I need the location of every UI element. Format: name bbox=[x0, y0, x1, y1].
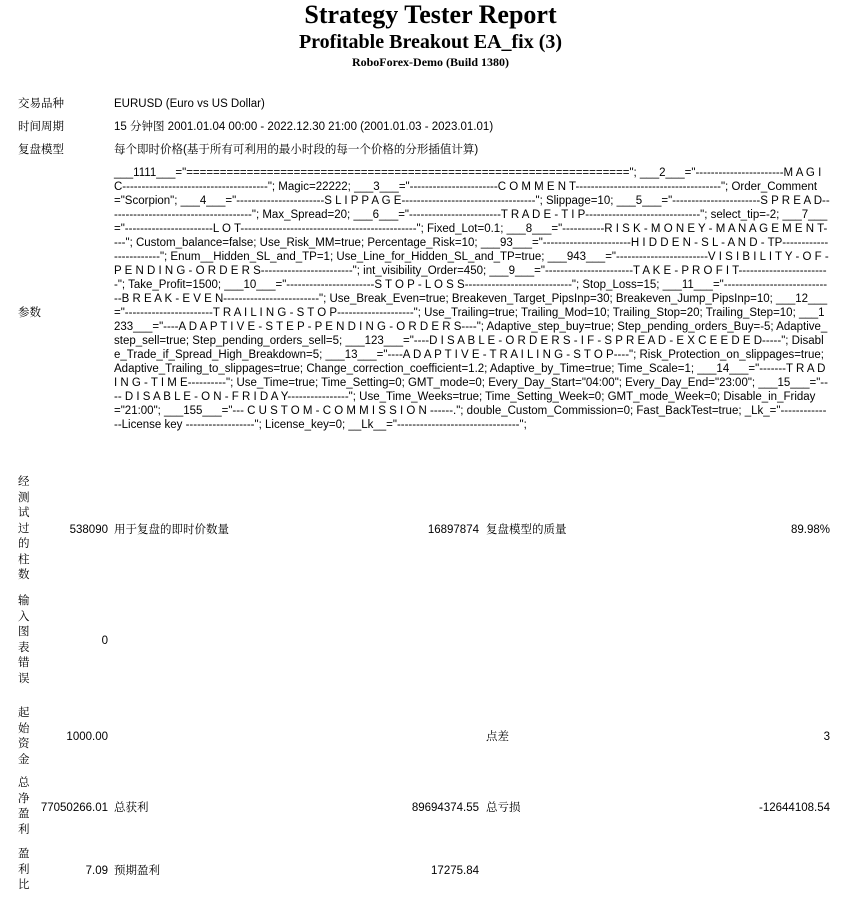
gross-profit-label: 总获利 bbox=[114, 802, 149, 814]
ticks-label: 用于复盘的即时价数量 bbox=[114, 524, 229, 536]
deposit-label: 起始资金 bbox=[18, 707, 30, 766]
spread-value: 3 bbox=[823, 731, 830, 743]
quality-value: 89.98% bbox=[790, 524, 830, 536]
profit-factor-value: 7.09 bbox=[85, 865, 108, 877]
errors-label: 输入图表错误 bbox=[18, 595, 30, 685]
model-label: 复盘模型 bbox=[18, 144, 64, 156]
period-value: 15 分钟图 2001.01.04 00:00 - 2022.12.30 21:00 (2001.01.03 - 2023.01.01) bbox=[114, 121, 494, 133]
gross-profit-value: 89694374.55 bbox=[411, 802, 479, 814]
bars-value: 538090 bbox=[69, 524, 108, 536]
quality-label: 复盘模型的质量 bbox=[486, 524, 567, 536]
errors-value: 0 bbox=[101, 635, 108, 647]
ticks-value: 16897874 bbox=[427, 524, 479, 536]
bars-label: 经测试过的柱数 bbox=[18, 476, 30, 581]
spread-label: 点差 bbox=[486, 731, 509, 743]
symbol-label: 交易品种 bbox=[18, 98, 64, 110]
symbol-value: EURUSD (Euro vs US Dollar) bbox=[114, 98, 265, 110]
net-profit-label: 总净盈利 bbox=[18, 777, 30, 836]
expected-payoff-value: 17275.84 bbox=[431, 865, 479, 877]
period-label: 时间周期 bbox=[18, 121, 64, 133]
report-title: Strategy Tester Report bbox=[304, 0, 557, 29]
net-profit-value: 77050266.01 bbox=[40, 802, 108, 814]
gross-loss-label: 总亏损 bbox=[486, 802, 521, 814]
deposit-value: 1000.00 bbox=[66, 731, 108, 743]
profit-factor-label: 盈利比 bbox=[18, 848, 30, 891]
gross-loss-value: -12644108.54 bbox=[759, 802, 830, 814]
server-info: RoboForex-Demo (Build 1380) bbox=[351, 55, 510, 69]
ea-name: Profitable Breakout EA_fix (3) bbox=[298, 31, 563, 53]
params-label: 参数 bbox=[18, 307, 41, 319]
params-value: ___1111___="=================================================================="; ___2___="-----------------------M A G I C--------------------------------------"; Magic=22222; ___3___="-----------------------C O M M E N T--------------------------------------"; Order_Comment="Scorpion"; ___4___="-----------------------S L I P P A G E-----------------------------------"; Slippage=10; ___5___="-----------------------S P R E A D--------------------------------------"; Max_Spread=20; ___6___="------------------------T R A D E - T I P------------------------------"; select_tip=-2; ___7___="-----------------------L O T----------------------------------------------"; Fixed_Lot=0.1; ___8___="-----------R I S K - M O N E Y - M A N A G E M E N T----"; Custom_balance=false; Use_Risk_MM=true; Percentage_Risk=10; ___93___="-----------------------H I D D E N - S L - A N D - TP------------------------"; Enum__Hidden_SL_and_TP=1; Use_Line_for_Hidden_SL_and_TP=true; ___943___="------------------------V I S I B I L I T Y - O F - P E N D I N G - O R D E R S------------------------"; int_visibility_Order=450; ___9___="-----------------------T A K E - P R O F I T------------------------"; Take_Profit=1500; ___10___="-----------------------S T O P - L O S S----------------------------"; Stop_Loss=15; ___11___="-----------------------------B R E A K - E V E N-------------------------"; Use_Break_Even=true; Breakeven_Target_PipsInp=30; Breakeven_Jump_PipsInp=10; ___12___="-----------------------T R A I L I N G - S T O P--------------------"; Use_Trailing=true; Trailing_Mod=10; Trailing_Stop=20; Trailing_Step=10; ___1233___="----A D A P T I V E - S T E P - P E N D I N G - O R D E R S----"; Adaptive_step_buy=true; Step_pending_orders_Buy=-5; Adaptive_step_sell=true; Step_pending_orders_sell=5; ___123___="----D I S A B L E - O R D E R S - I F - S P R E A D - E X C E E D E D-----"; Disable_Trade_if_Spread_High_Breakdown=5; ___13___="----A D A P T I V E - T R A I L I N G - S T O P----"; Risk_Protection_on_slippages=true; Adaptive_Trailing_to_slippages=true; Change_correction_coefficient=1.2; Adaptive_by_Time=true; Time_Scale=1; ___14___="-------T R A D I N G - T I M E----------"; Use_Time=true; Time_Setting=0; GMT_mode=0; Every_Day_Start="04:00"; Every_Day_End="23:00"; ___15___="---- D I S A B L E - O N - F R I D A Y----------------"; Use_Time_Weeks=true; Time_Setting_Week=0; GMT_mode_Week=0; Disable_in_Friday="21:00"; ___155___="--- C U S T O M - C O M M I S S I O N ------."; double_Custom_Commission=0; Fast_BackTest=true; _Lk_="--------------License key ------------------"; License_key=0; __Lk__="--------------------------------"; bbox=[114, 167, 830, 431]
expected-payoff-label: 预期盈利 bbox=[114, 865, 160, 877]
model-value: 每个即时价格(基于所有可利用的最小时段的每一个价格的分形插值计算) bbox=[114, 144, 479, 156]
